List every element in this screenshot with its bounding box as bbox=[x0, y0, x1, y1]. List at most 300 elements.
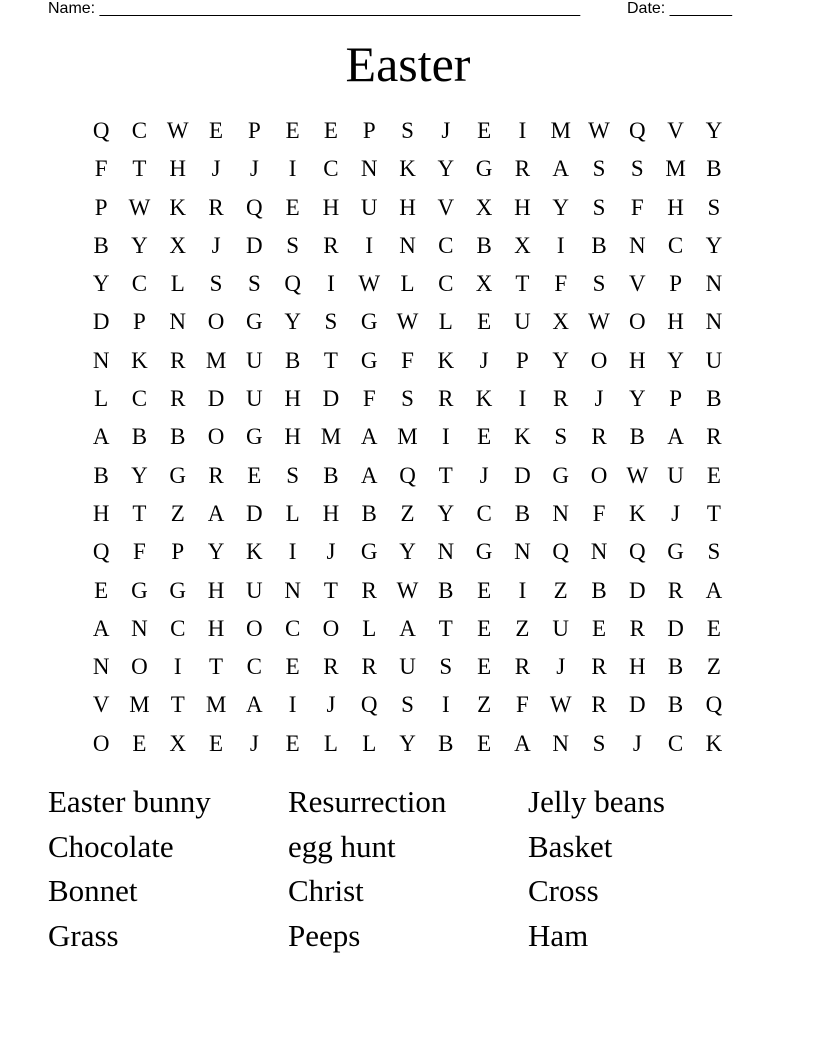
grid-letter[interactable]: R bbox=[667, 577, 684, 603]
grid-letter[interactable]: C bbox=[438, 232, 454, 258]
word-list-item: Jelly beans bbox=[528, 784, 665, 819]
grid-letter[interactable]: N bbox=[284, 577, 301, 603]
grid-letter[interactable]: W bbox=[588, 118, 610, 143]
grid-letter[interactable]: S bbox=[286, 462, 300, 488]
grid-letter[interactable]: J bbox=[326, 692, 336, 718]
grid-letter[interactable]: B bbox=[438, 577, 454, 603]
grid-letter[interactable]: R bbox=[629, 615, 645, 641]
grid-letter[interactable]: V bbox=[437, 194, 455, 220]
grid-letter[interactable]: Z bbox=[170, 500, 185, 526]
grid-letter[interactable]: M bbox=[397, 424, 418, 450]
grid-letter[interactable]: Y bbox=[92, 271, 110, 297]
grid-letter[interactable]: Y bbox=[131, 462, 148, 488]
grid-letter[interactable]: N bbox=[590, 539, 608, 565]
grid-letter[interactable]: H bbox=[514, 194, 531, 220]
grid-letter[interactable]: J bbox=[249, 156, 259, 182]
grid-letter[interactable]: S bbox=[707, 539, 721, 565]
grid-letter[interactable]: A bbox=[705, 577, 723, 603]
grid-letter[interactable]: S bbox=[401, 118, 414, 143]
grid-letter[interactable]: U bbox=[246, 386, 263, 412]
grid-letter[interactable]: L bbox=[362, 730, 377, 756]
grid-letter[interactable]: B bbox=[361, 500, 377, 526]
grid-letter[interactable]: U bbox=[552, 615, 570, 641]
grid-letter[interactable]: P bbox=[669, 271, 682, 297]
grid-letter[interactable]: B bbox=[667, 654, 684, 680]
grid-letter[interactable]: A bbox=[360, 462, 378, 488]
grid-letter[interactable]: N bbox=[514, 539, 531, 565]
grid-letter[interactable]: L bbox=[323, 730, 338, 756]
grid-letter[interactable]: S bbox=[592, 730, 606, 756]
grid-letter[interactable]: K bbox=[437, 347, 455, 373]
grid-letter[interactable]: H bbox=[667, 194, 684, 220]
grid-letter[interactable]: R bbox=[706, 424, 722, 450]
grid-letter[interactable]: A bbox=[399, 615, 416, 641]
grid-letter[interactable]: D bbox=[207, 386, 225, 412]
grid-letter[interactable]: B bbox=[131, 424, 148, 450]
grid-letter[interactable]: N bbox=[628, 232, 646, 258]
grid-letter[interactable]: D bbox=[514, 462, 531, 488]
grid-letter[interactable]: N bbox=[552, 730, 570, 756]
grid-row bbox=[82, 191, 734, 229]
grid-letter[interactable]: T bbox=[323, 577, 338, 603]
grid-letter[interactable]: J bbox=[211, 232, 221, 258]
grid-letter[interactable]: F bbox=[133, 539, 146, 565]
grid-letter[interactable]: B bbox=[170, 424, 186, 450]
grid-letter[interactable]: B bbox=[706, 156, 722, 182]
grid-letter[interactable]: Y bbox=[437, 500, 455, 526]
grid-letter[interactable]: O bbox=[590, 347, 608, 373]
grid-letter[interactable]: L bbox=[94, 386, 109, 412]
grid-letter[interactable]: W bbox=[128, 194, 151, 220]
grid-letter[interactable]: Q bbox=[628, 539, 646, 565]
grid-letter[interactable]: G bbox=[360, 539, 378, 565]
grid-letter[interactable]: W bbox=[166, 118, 189, 143]
grid-letter[interactable]: Z bbox=[400, 500, 415, 526]
grid-letter[interactable]: S bbox=[324, 309, 338, 335]
grid-letter[interactable]: R bbox=[514, 654, 531, 680]
grid-letter[interactable]: K bbox=[246, 539, 263, 565]
grid-letter[interactable]: I bbox=[288, 692, 297, 718]
grid-letter[interactable]: B bbox=[284, 347, 301, 373]
grid-letter[interactable]: T bbox=[323, 347, 338, 373]
grid-letter[interactable]: U bbox=[360, 194, 378, 220]
grid-letter[interactable]: M bbox=[205, 347, 227, 373]
grid-letter[interactable]: I bbox=[518, 386, 527, 412]
grid-letter[interactable]: M bbox=[129, 692, 150, 718]
grid-letter[interactable]: B bbox=[438, 730, 454, 756]
grid-letter[interactable]: G bbox=[169, 577, 187, 603]
grid-letter[interactable]: T bbox=[438, 462, 453, 488]
grid-letter[interactable]: C bbox=[170, 615, 186, 641]
grid-letter[interactable]: J bbox=[326, 539, 336, 565]
grid-letter[interactable]: G bbox=[131, 577, 148, 603]
grid-letter[interactable]: A bbox=[667, 424, 684, 450]
grid-letter[interactable]: K bbox=[475, 386, 493, 412]
grid-letter[interactable]: U bbox=[705, 347, 723, 373]
grid-letter[interactable]: G bbox=[360, 347, 378, 373]
grid-letter[interactable]: E bbox=[477, 424, 492, 450]
grid-letter[interactable]: C bbox=[246, 654, 262, 680]
grid-letter[interactable]: N bbox=[131, 615, 148, 641]
grid-letter[interactable]: Q bbox=[92, 118, 110, 143]
grid-letter[interactable]: R bbox=[323, 232, 339, 258]
grid-letter[interactable]: P bbox=[247, 118, 261, 143]
grid-letter[interactable]: T bbox=[515, 271, 530, 297]
grid-letter[interactable]: G bbox=[246, 424, 263, 450]
name-field: Name: ______________________________________________________ bbox=[48, 0, 581, 17]
grid-letter[interactable]: P bbox=[516, 347, 529, 373]
grid-letter[interactable]: B bbox=[93, 462, 109, 488]
word-list-item: Basket bbox=[528, 828, 613, 864]
grid-letter[interactable]: H bbox=[399, 194, 416, 220]
grid-letter[interactable]: I bbox=[365, 232, 374, 258]
grid-letter[interactable]: F bbox=[362, 386, 376, 412]
grid-letter[interactable]: O bbox=[590, 462, 608, 488]
grid-letter[interactable]: K bbox=[169, 194, 187, 220]
grid-letter[interactable]: R bbox=[170, 386, 186, 412]
grid-letter[interactable]: E bbox=[477, 615, 492, 641]
grid-letter[interactable]: I bbox=[288, 539, 297, 565]
grid-letter[interactable]: Y bbox=[284, 309, 301, 335]
grid-letter[interactable]: I bbox=[556, 232, 565, 258]
grid-letter[interactable]: M bbox=[550, 118, 571, 143]
grid-letter[interactable]: E bbox=[477, 309, 492, 335]
grid-row bbox=[82, 305, 734, 343]
grid-letter[interactable]: B bbox=[706, 386, 722, 412]
grid-letter[interactable]: T bbox=[132, 500, 147, 526]
grid-letter[interactable]: H bbox=[284, 424, 301, 450]
grid-letter[interactable]: E bbox=[477, 118, 492, 143]
grid-letter[interactable]: H bbox=[322, 500, 340, 526]
grid-letter[interactable]: P bbox=[94, 194, 108, 220]
grid-letter[interactable]: C bbox=[131, 386, 148, 412]
grid-letter[interactable]: X bbox=[169, 232, 187, 258]
grid-letter[interactable]: N bbox=[705, 271, 723, 297]
grid-letter[interactable]: Q bbox=[92, 539, 110, 565]
grid-letter[interactable]: E bbox=[706, 615, 721, 641]
grid-letter[interactable]: E bbox=[477, 654, 492, 680]
grid-letter[interactable]: F bbox=[630, 194, 644, 220]
grid-letter[interactable]: L bbox=[362, 615, 377, 641]
grid-letter[interactable]: I bbox=[327, 271, 335, 297]
grid-letter[interactable]: R bbox=[361, 577, 377, 603]
grid-letter[interactable]: J bbox=[479, 462, 489, 488]
grid-letter[interactable]: D bbox=[246, 500, 263, 526]
grid-letter[interactable]: M bbox=[320, 424, 342, 450]
grid-letter[interactable]: Y bbox=[628, 386, 646, 412]
grid-letter[interactable]: B bbox=[93, 232, 109, 258]
grid-letter[interactable]: Q bbox=[284, 271, 301, 297]
grid-letter[interactable]: W bbox=[588, 309, 610, 335]
grid-letter[interactable]: Y bbox=[705, 232, 723, 258]
grid-letter[interactable]: C bbox=[667, 232, 684, 258]
grid-letter[interactable]: E bbox=[285, 654, 300, 680]
grid-letter[interactable]: T bbox=[132, 156, 147, 182]
grid-letter[interactable]: B bbox=[476, 232, 492, 258]
grid-letter[interactable]: A bbox=[207, 500, 225, 526]
grid-letter[interactable]: K bbox=[399, 156, 416, 182]
grid-letter[interactable]: D bbox=[628, 577, 646, 603]
grid-letter[interactable]: S bbox=[592, 271, 606, 297]
grid-letter[interactable]: H bbox=[169, 156, 187, 182]
grid-letter[interactable]: R bbox=[361, 654, 377, 680]
grid-letter[interactable]: A bbox=[92, 424, 110, 450]
grid-letter[interactable]: N bbox=[92, 654, 110, 680]
grid-letter[interactable]: N bbox=[552, 500, 570, 526]
grid-letter[interactable]: G bbox=[246, 309, 263, 335]
grid-letter[interactable]: R bbox=[514, 156, 531, 182]
grid-letter[interactable]: H bbox=[92, 500, 110, 526]
grid-letter[interactable]: S bbox=[707, 194, 721, 220]
grid-letter[interactable]: E bbox=[209, 730, 224, 756]
grid-letter[interactable]: X bbox=[475, 271, 493, 297]
grid-letter[interactable]: Z bbox=[477, 692, 492, 718]
grid-letter[interactable]: V bbox=[628, 271, 646, 297]
grid-letter[interactable]: N bbox=[399, 232, 416, 258]
grid-row bbox=[82, 650, 734, 688]
grid-letter[interactable]: Q bbox=[705, 692, 723, 718]
grid-letter[interactable]: R bbox=[170, 347, 186, 373]
grid-letter[interactable]: N bbox=[437, 539, 455, 565]
grid-letter[interactable]: P bbox=[362, 118, 376, 143]
grid-letter[interactable]: S bbox=[286, 232, 300, 258]
grid-letter[interactable]: H bbox=[207, 615, 225, 641]
word-list bbox=[48, 782, 768, 961]
grid-letter[interactable]: Q bbox=[552, 539, 570, 565]
grid-letter[interactable]: R bbox=[208, 462, 224, 488]
word-list-item: Ham bbox=[528, 918, 589, 954]
grid-letter[interactable]: A bbox=[92, 615, 110, 641]
grid-letter[interactable]: S bbox=[592, 156, 606, 182]
grid-letter[interactable]: S bbox=[401, 386, 414, 412]
grid-letter[interactable]: R bbox=[323, 654, 339, 680]
grid-letter[interactable]: U bbox=[667, 462, 684, 488]
grid-letter[interactable]: H bbox=[322, 194, 340, 220]
word-list-item: Chocolate bbox=[48, 828, 174, 864]
grid-letter[interactable]: D bbox=[628, 692, 646, 718]
page-title: Easter bbox=[345, 36, 471, 92]
grid-letter[interactable]: J bbox=[211, 156, 221, 182]
grid-letter[interactable]: U bbox=[399, 654, 416, 680]
grid-letter[interactable]: N bbox=[92, 347, 110, 373]
grid-letter[interactable]: J bbox=[594, 386, 604, 412]
grid-letter[interactable]: U bbox=[246, 577, 263, 603]
grid-letter[interactable]: F bbox=[516, 692, 529, 718]
grid-letter[interactable]: D bbox=[246, 232, 263, 258]
grid-letter[interactable]: B bbox=[667, 692, 684, 718]
grid-letter[interactable]: G bbox=[475, 539, 493, 565]
grid-letter[interactable]: T bbox=[170, 692, 185, 718]
grid-letter[interactable]: E bbox=[477, 730, 492, 756]
grid-letter[interactable]: W bbox=[549, 692, 572, 718]
grid-letter[interactable]: P bbox=[669, 386, 682, 412]
grid-letter[interactable]: G bbox=[552, 462, 570, 488]
grid-letter[interactable]: S bbox=[439, 654, 453, 680]
grid-row bbox=[82, 459, 734, 497]
grid-letter[interactable]: I bbox=[518, 118, 527, 143]
grid-letter[interactable]: H bbox=[628, 654, 646, 680]
grid-letter[interactable]: F bbox=[554, 271, 568, 297]
grid-letter[interactable]: O bbox=[92, 730, 110, 756]
grid-letter[interactable]: A bbox=[514, 730, 531, 756]
grid-letter[interactable]: C bbox=[131, 118, 148, 143]
grid-letter[interactable]: K bbox=[514, 424, 531, 450]
grid-letter[interactable]: E bbox=[285, 118, 300, 143]
grid-letter[interactable]: J bbox=[671, 500, 681, 526]
grid-letter[interactable]: A bbox=[552, 156, 570, 182]
grid-letter[interactable]: N bbox=[169, 309, 187, 335]
grid-letter[interactable]: Q bbox=[360, 692, 378, 718]
grid-letter[interactable]: H bbox=[628, 347, 646, 373]
grid-letter[interactable]: X bbox=[169, 730, 187, 756]
grid-letter[interactable]: X bbox=[475, 194, 493, 220]
grid-letter[interactable]: E bbox=[323, 118, 338, 143]
grid-letter[interactable]: C bbox=[284, 615, 301, 641]
grid-letter[interactable]: E bbox=[285, 194, 300, 220]
grid-letter[interactable]: S bbox=[247, 271, 261, 297]
grid-letter[interactable]: J bbox=[479, 347, 489, 373]
grid-letter[interactable]: I bbox=[173, 654, 182, 680]
grid-letter[interactable]: S bbox=[401, 692, 414, 718]
grid-letter[interactable]: X bbox=[552, 309, 570, 335]
grid-letter[interactable]: V bbox=[92, 692, 110, 718]
grid-letter[interactable]: O bbox=[131, 654, 148, 680]
grid-letter[interactable]: S bbox=[592, 194, 606, 220]
grid-letter[interactable]: J bbox=[556, 654, 566, 680]
grid-letter[interactable]: D bbox=[322, 386, 340, 412]
grid-letter[interactable]: Z bbox=[706, 654, 721, 680]
grid-letter[interactable]: Y bbox=[437, 156, 455, 182]
grid-letter[interactable]: Q bbox=[628, 118, 646, 143]
grid-letter[interactable]: Z bbox=[553, 577, 568, 603]
grid-letter[interactable]: B bbox=[591, 577, 607, 603]
grid-letter[interactable]: P bbox=[133, 309, 146, 335]
grid-letter[interactable]: H bbox=[284, 386, 301, 412]
grid-letter[interactable]: L bbox=[170, 271, 185, 297]
grid-letter[interactable]: B bbox=[323, 462, 339, 488]
grid-letter[interactable]: C bbox=[667, 730, 684, 756]
grid-letter[interactable]: N bbox=[705, 309, 723, 335]
grid-letter[interactable]: M bbox=[205, 692, 227, 718]
grid-letter[interactable]: Y bbox=[131, 232, 148, 258]
grid-letter[interactable]: L bbox=[438, 309, 453, 335]
grid-letter[interactable]: A bbox=[360, 424, 378, 450]
grid-letter[interactable]: I bbox=[441, 424, 450, 450]
grid-letter[interactable]: Y bbox=[399, 539, 416, 565]
grid-letter[interactable]: R bbox=[438, 386, 454, 412]
grid-letter[interactable]: R bbox=[591, 692, 607, 718]
grid-letter[interactable]: R bbox=[553, 386, 569, 412]
grid-letter[interactable]: F bbox=[592, 500, 606, 526]
grid-letter[interactable]: E bbox=[706, 462, 721, 488]
grid-letter[interactable]: G bbox=[667, 539, 684, 565]
grid-letter[interactable]: Y bbox=[399, 730, 416, 756]
grid-letter[interactable]: R bbox=[208, 194, 224, 220]
grid-letter[interactable]: W bbox=[396, 577, 419, 603]
grid-letter[interactable]: E bbox=[285, 730, 300, 756]
grid-letter[interactable]: M bbox=[665, 156, 686, 182]
grid-letter[interactable]: T bbox=[438, 615, 453, 641]
grid-letter[interactable]: J bbox=[441, 118, 451, 143]
grid-letter[interactable]: O bbox=[207, 309, 225, 335]
grid-letter[interactable]: V bbox=[667, 118, 684, 143]
grid-letter[interactable]: E bbox=[247, 462, 262, 488]
grid-letter[interactable]: K bbox=[131, 347, 148, 373]
grid-letter[interactable]: I bbox=[441, 692, 450, 718]
grid-letter[interactable]: Q bbox=[246, 194, 263, 220]
grid-letter[interactable]: C bbox=[438, 271, 454, 297]
grid-letter[interactable]: I bbox=[288, 156, 297, 182]
grid-letter[interactable]: O bbox=[628, 309, 646, 335]
grid-letter[interactable]: T bbox=[706, 500, 721, 526]
grid-letter[interactable]: F bbox=[401, 347, 414, 373]
grid-letter[interactable]: H bbox=[667, 309, 684, 335]
grid-letter[interactable]: W bbox=[396, 309, 419, 335]
grid-letter[interactable]: U bbox=[246, 347, 263, 373]
grid-letter[interactable]: J bbox=[632, 730, 642, 756]
grid-letter[interactable]: E bbox=[209, 118, 224, 143]
grid-letter[interactable]: L bbox=[400, 271, 415, 297]
grid-letter[interactable]: B bbox=[629, 424, 645, 450]
grid-letter[interactable]: C bbox=[476, 500, 492, 526]
grid-letter[interactable]: G bbox=[169, 462, 187, 488]
grid-letter[interactable]: E bbox=[132, 730, 147, 756]
grid-letter[interactable]: Y bbox=[667, 347, 684, 373]
grid-letter[interactable]: S bbox=[554, 424, 568, 450]
grid-letter[interactable]: S bbox=[209, 271, 223, 297]
grid-letter[interactable]: R bbox=[591, 424, 607, 450]
grid-letter[interactable]: E bbox=[94, 577, 109, 603]
grid-letter[interactable]: T bbox=[209, 654, 224, 680]
grid-letter[interactable]: Q bbox=[399, 462, 416, 488]
grid-letter[interactable]: X bbox=[514, 232, 531, 258]
grid-letter[interactable]: C bbox=[131, 271, 148, 297]
grid-letter[interactable]: R bbox=[591, 654, 607, 680]
grid-letter[interactable]: Y bbox=[552, 194, 570, 220]
grid-letter[interactable]: L bbox=[285, 500, 300, 526]
grid-letter[interactable]: O bbox=[322, 615, 340, 641]
grid-letter[interactable]: O bbox=[246, 615, 263, 641]
grid-letter[interactable]: Y bbox=[705, 118, 723, 143]
grid-letter[interactable]: K bbox=[705, 730, 723, 756]
grid-letter[interactable]: F bbox=[94, 156, 108, 182]
grid-letter[interactable]: O bbox=[207, 424, 225, 450]
grid-letter[interactable]: Z bbox=[515, 615, 530, 641]
grid-letter[interactable]: A bbox=[246, 692, 263, 718]
grid-letter[interactable]: I bbox=[518, 577, 527, 603]
grid-letter[interactable]: Y bbox=[552, 347, 570, 373]
grid-letter[interactable]: N bbox=[360, 156, 378, 182]
grid-letter[interactable]: Y bbox=[207, 539, 225, 565]
grid-letter[interactable]: D bbox=[92, 309, 110, 335]
grid-letter[interactable]: W bbox=[358, 271, 381, 297]
grid-letter[interactable]: B bbox=[591, 232, 607, 258]
grid-letter[interactable]: U bbox=[514, 309, 531, 335]
grid-letter[interactable]: D bbox=[667, 615, 684, 641]
grid-letter[interactable]: K bbox=[628, 500, 646, 526]
grid-letter[interactable]: S bbox=[630, 156, 644, 182]
grid-letter[interactable]: E bbox=[591, 615, 607, 641]
grid-letter[interactable]: G bbox=[475, 156, 493, 182]
grid-letter[interactable]: P bbox=[171, 539, 185, 565]
grid-letter[interactable]: H bbox=[207, 577, 225, 603]
grid-letter[interactable]: C bbox=[323, 156, 339, 182]
grid-letter[interactable]: J bbox=[249, 730, 259, 756]
grid-letter[interactable]: E bbox=[477, 577, 492, 603]
grid-letter[interactable]: B bbox=[514, 500, 531, 526]
grid-letter[interactable]: G bbox=[360, 309, 378, 335]
grid-letter[interactable]: W bbox=[626, 462, 649, 488]
